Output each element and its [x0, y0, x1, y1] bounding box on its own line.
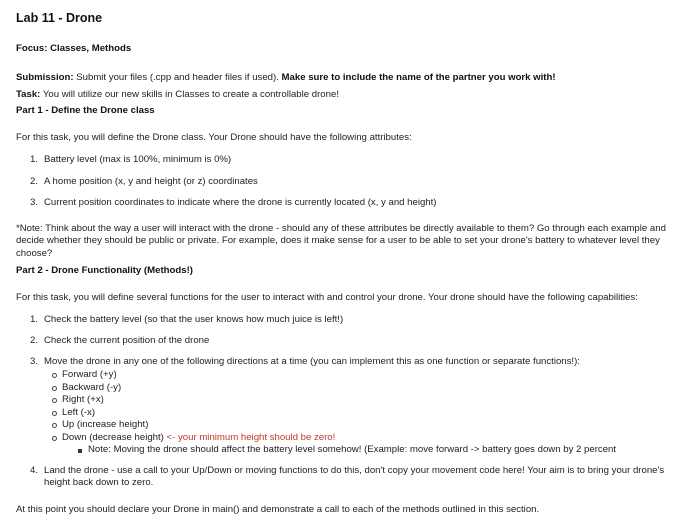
direction-up: Up (increase height)	[62, 419, 149, 430]
page-title: Lab 11 - Drone	[16, 11, 103, 25]
part1-item-2	[30, 176, 680, 188]
item-number: 3.	[30, 197, 39, 208]
item-number: 2.	[30, 335, 39, 346]
closing-text: At this point you should declare your Drone in main() and demonstrate a call to each of the methods outlined in this section.	[16, 504, 540, 515]
item-text: Check the current position of the drone	[44, 335, 210, 346]
item-text: Check the battery level (so that the user knows how much juice is left!)	[44, 314, 344, 325]
part2-heading: Part 2 - Drone Functionality (Methods!)	[16, 265, 193, 276]
item-number: 1.	[30, 314, 39, 325]
direction-down	[62, 432, 335, 444]
item-text: Move the drone in any one of the following directions at a time (you can implement this as one function or separate functions!):	[44, 356, 580, 367]
part1-item-3	[30, 197, 680, 209]
part2-item-1	[30, 314, 680, 326]
submission-line	[16, 72, 556, 84]
item-number: 4.	[30, 465, 39, 476]
item-number: 2.	[30, 176, 39, 187]
part1-note: *Note: Think about the way a user will interact with the drone - should any of these attributes be directly available to them? Go through each example and decide whether they should be public or private. For example, does it make sense for a user to be able to set your drone's battery to whatever level they choose?	[16, 223, 666, 259]
task-label: Task:	[16, 89, 41, 100]
part2-item-3	[30, 356, 680, 368]
item-number: 3.	[30, 356, 39, 367]
part1-heading: Part 1 - Define the Drone class	[16, 105, 155, 116]
down-warning: <- your minimum height should be zero!	[163, 431, 336, 443]
part1-intro: For this task, you will define the Drone class. Your Drone should have the following attributes:	[16, 132, 412, 143]
task-line	[16, 89, 339, 101]
direction-right: Right (+x)	[62, 394, 104, 405]
focus-line: Focus: Classes, Methods	[16, 43, 132, 54]
submission-text: Submit your files (.cpp and header files if used).	[73, 72, 282, 83]
task-text: You will utilize our new skills in Classes to create a controllable drone!	[40, 89, 339, 100]
part2-intro: For this task, you will define several functions for the user to interact with and control your drone. Your drone should have the following capabilities:	[16, 292, 638, 303]
part2-item-4	[30, 465, 680, 490]
movement-note: Note: Moving the drone should affect the battery level somehow! (Example: move forward -> battery goes down by 2 percent	[88, 444, 617, 455]
part1-item-1	[30, 154, 680, 166]
submission-bold: Make sure to include the name of the partner you work with!	[281, 72, 556, 83]
item-text: Current position coordinates to indicate where the drone is currently located (x, y and height)	[44, 197, 437, 208]
direction-forward: Forward (+y)	[62, 369, 117, 380]
part2-item-2	[30, 335, 680, 347]
direction-backward: Backward (-y)	[62, 381, 122, 393]
item-text: Battery level (max is 100%, minimum is 0%)	[44, 154, 232, 165]
item-text: A home position (x, y and height (or z) coordinates	[44, 176, 258, 187]
item-number: 1.	[30, 154, 39, 165]
submission-label: Submission:	[16, 72, 74, 83]
direction-left: Left (-x)	[62, 406, 96, 418]
direction-down-label: Down (decrease height)	[62, 431, 164, 443]
item-text: Land the drone - use a call to your Up/Down or moving functions to do this, don't copy your movement code here! Your aim is to bring your drone's height back down to zero.	[44, 465, 665, 489]
